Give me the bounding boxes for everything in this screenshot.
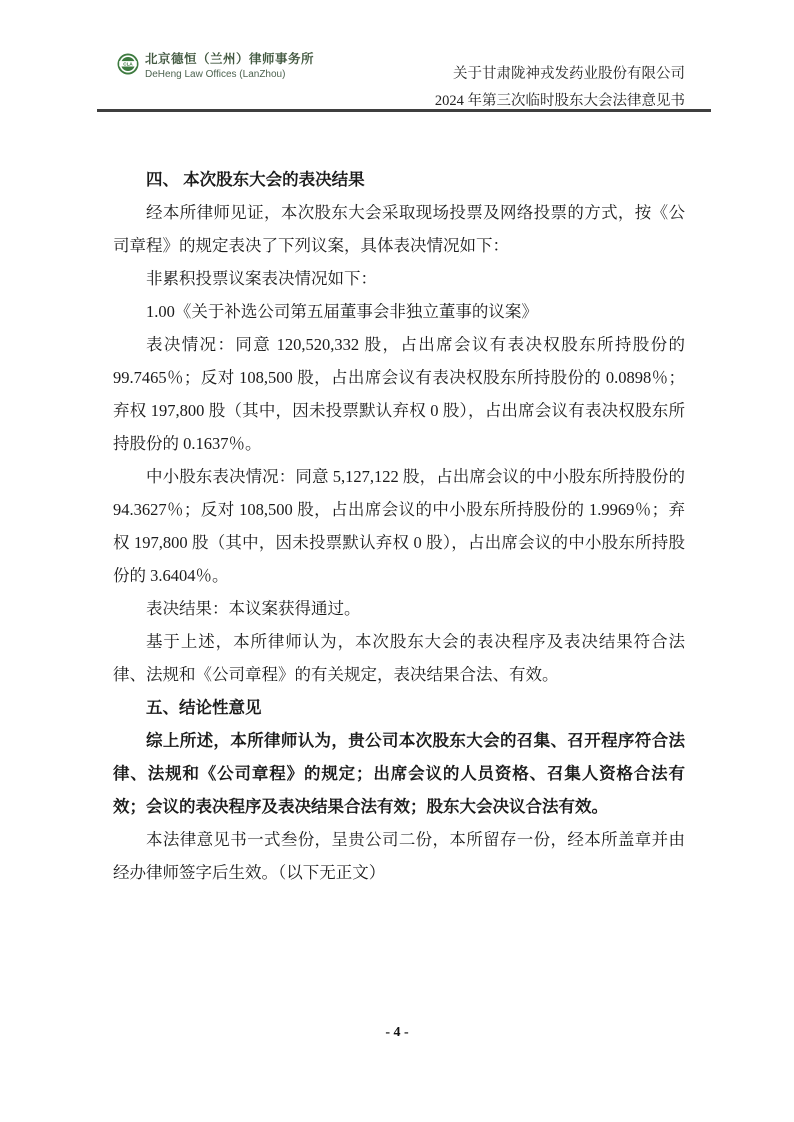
document-body	[113, 163, 685, 889]
document-title-block	[435, 61, 685, 115]
page-header	[0, 0, 794, 112]
section4-vote-result-minor-shareholders: 中小股东表决情况：同意 5,127,122 股，占出席会议的中小股东所持股份的 94.3627％；反对 108,500 股，占出席会议的中小股东所持股份的 1.9969％；弃权 197,800 股（其中，因未投票默认弃权 0 股），占出席会议的中小股东所持股份的 3.6404％。	[113, 467, 685, 585]
law-firm-name-en: DeHeng Law Offices (LanZhou)	[145, 68, 286, 80]
law-firm-logo	[117, 52, 314, 81]
section5-summary-paragraph: 综上所述，本所律师认为，贵公司本次股东大会的召集、召开程序符合法律、法规和《公司章程》的规定；出席会议的人员资格、召集人资格合法有效；会议的表决程序及表决结果合法有效；股东大会决议合法有效。	[113, 731, 685, 816]
section4-noncumulative-paragraph: 非累积投票议案表决情况如下：	[146, 269, 377, 288]
section5-closing-paragraph: 本法律意见书一式叁份，呈贵公司二份，本所留存一份，经本所盖章并由经办律师签字后生效。（以下无正文）	[113, 830, 685, 882]
section4-proposal-title: 1.00《关于补选公司第五届董事会非独立董事的议案》	[146, 302, 538, 321]
document-title-line2: 2024 年第三次临时股东大会法律意见书	[434, 93, 685, 109]
deheng-seal-icon	[117, 53, 139, 80]
section4-intro-paragraph: 经本所律师见证，本次股东大会采取现场投票及网络投票的方式，按《公司章程》的规定表决了下列议案，具体表决情况如下：	[113, 203, 685, 255]
page-footer	[0, 1025, 794, 1041]
document-title-line1: 关于甘肃陇神戎发药业股份有限公司	[453, 66, 685, 82]
section5-heading: 五、结论性意见	[146, 698, 262, 717]
svg-text:CLA: CLA	[123, 61, 133, 67]
law-firm-name-cn: 北京德恒（兰州）律师事务所	[145, 52, 315, 66]
header-divider	[97, 109, 711, 112]
section4-vote-result-all-shareholders: 表决情况：同意 120,520,332 股，占出席会议有表决权股东所持股份的 99.7465％；反对 108,500 股，占出席会议有表决权股东所持股份的 0.0898％；弃权 197,800 股（其中，因未投票默认弃权 0 股），占出席会议有表决权股东所持股份的 0.1637％。	[113, 335, 685, 453]
section4-vote-outcome: 表决结果：本议案获得通过。	[146, 599, 361, 618]
section4-heading: 四、 本次股东大会的表决结果	[146, 170, 365, 189]
page-number: - 4 -	[385, 1025, 409, 1040]
law-firm-names	[145, 52, 314, 81]
section4-lawyer-conclusion: 基于上述，本所律师认为，本次股东大会的表决程序及表决结果符合法律、法规和《公司章程》的有关规定，表决结果合法、有效。	[113, 632, 685, 684]
